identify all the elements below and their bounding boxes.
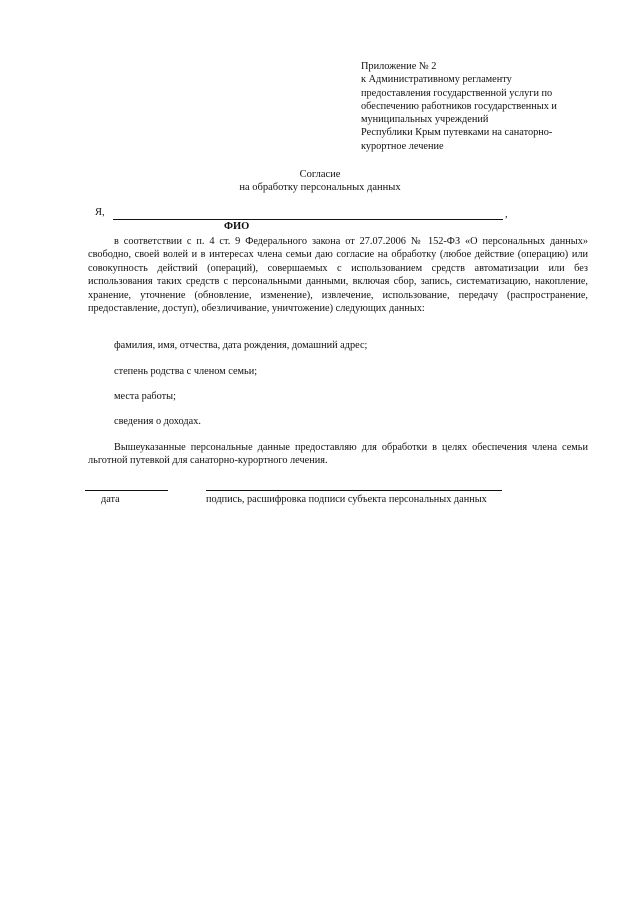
date-label: дата <box>101 494 120 505</box>
date-rule <box>85 490 168 491</box>
name-blank-rule <box>113 219 503 220</box>
appendix-line: обеспечению работников государственных и <box>361 100 557 112</box>
signature-label: подпись, расшифровка подписи субъекта персональных данных <box>206 494 487 505</box>
applicant-name-line <box>95 205 535 225</box>
subject-signature-block <box>206 490 502 491</box>
applicant-prefix: Я, <box>95 207 105 218</box>
data-item: сведения о доходах. <box>114 416 201 427</box>
purpose-paragraph: Вышеуказанные персональные данные предоставляю для обработки в целях обеспечения члена семьи льготной путевкой для санаторно-курортного лечения. <box>88 442 588 467</box>
document-subtitle: на обработку персональных данных <box>239 182 401 193</box>
appendix-line: к Административному регламенту <box>361 74 512 86</box>
signature-rule <box>206 490 502 491</box>
fio-caption: ФИО <box>224 221 250 232</box>
applicant-comma: , <box>505 209 508 220</box>
appendix-line: предоставления государственной услуги по <box>361 87 553 99</box>
data-item: степень родства с членом семьи; <box>114 366 258 377</box>
data-item: места работы; <box>114 391 176 402</box>
appendix-header <box>361 60 611 153</box>
appendix-line: муниципальных учреждений <box>361 114 489 126</box>
document-title: Согласие <box>299 169 341 180</box>
appendix-line: Приложение № 2 <box>361 61 437 72</box>
appendix-line: Республики Крым путевками на санаторно- <box>361 127 553 139</box>
data-item: фамилия, имя, отчества, дата рождения, домашний адрес; <box>114 340 368 351</box>
date-signature-block <box>85 490 168 491</box>
appendix-line: курортное лечение <box>361 140 444 152</box>
consent-paragraph: в соответствии с п. 4 ст. 9 Федерального закона от 27.07.2006 № 152-ФЗ «О персональных данных» свободно, своей волей и в интересах члена семьи даю согласие на обработку (любое действие (операцию) или совокупность действий (операций), совершаемых с использованием средств автоматизации или без использования таких средств с персональными данными, включая сбор, запись, систематизацию, накопление, хранение, уточнение (обновление, изменение), извлечение, использование, передачу (распространение, предоставление, доступ), обезличивание, уничтожение) следующих данных: <box>88 236 588 315</box>
